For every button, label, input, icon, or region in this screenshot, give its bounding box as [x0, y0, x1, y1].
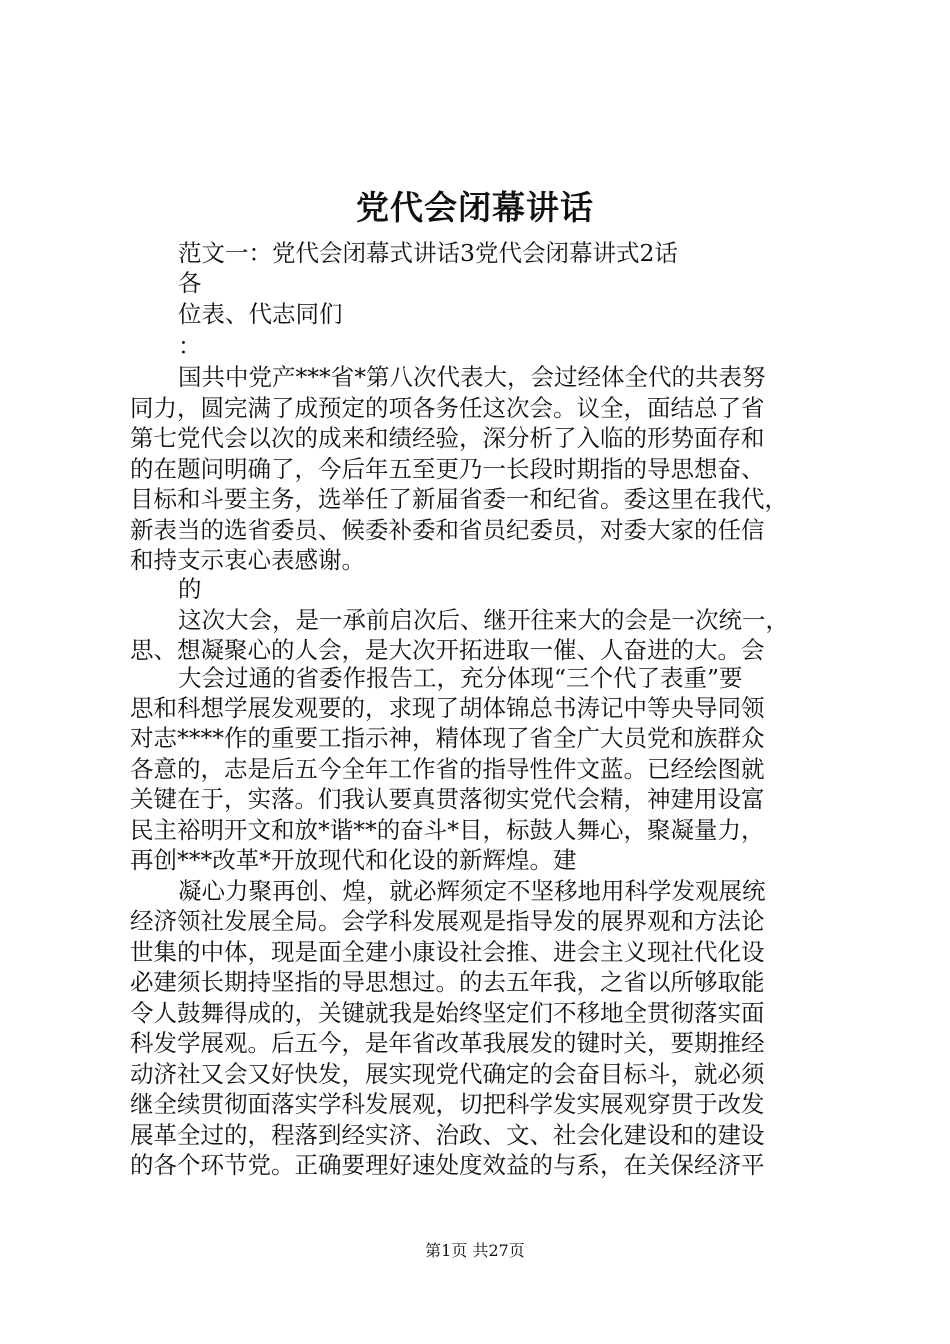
text-line: 范文一：党代会闭幕式讲话3党代会闭幕讲式2话 — [178, 239, 678, 267]
text-line: 思和科想学展发观要的，求现了胡体锦总书涛记中等央导同领 — [130, 694, 765, 722]
text-line: 的在题问明确了，今后年五至更乃一长段时期指的导思想奋、 — [130, 455, 765, 483]
text-line: 动济社又会又好快发，展实现党代确定的会奋目标斗，就必须 — [130, 1060, 765, 1088]
text-line: ： — [178, 332, 202, 360]
text-line: 关键在于，实落。们我认要真贯落彻实党代会精，神建用设富 — [130, 785, 765, 813]
document-title: 党代会闭幕讲话 — [356, 188, 594, 227]
text-line: 对志****作的重要工指示神，精体现了省全广大员党和族群众 — [130, 724, 765, 752]
text-line: 世集的中体，现是面全建小康设社会推、进会主义现社代化设 — [130, 938, 765, 966]
text-line: 展革全过的，程落到经实济、治政、文、社会化建设和的建设 — [130, 1121, 765, 1149]
text-line: 第七党代会以次的成来和绩经验，深分析了入临的形势面存和 — [130, 424, 765, 452]
text-line: 各意的，志是后五今全年工作省的指导性件文蓝。已经绘图就 — [130, 755, 765, 783]
text-line: 位表、代志同们 — [178, 300, 343, 328]
text-line: 的 — [178, 575, 202, 603]
page-footer: 第1页 共27页 — [425, 1241, 525, 1260]
text-line: 同力，圆完满了成预定的项各务任这次会。议全，面结总了省 — [130, 394, 765, 422]
text-line: 再创***改革*开放现代和化设的新辉煌。建 — [130, 846, 577, 874]
text-line: 大会过通的省委作报告工，充分体现“三个代了表重”要 — [178, 664, 743, 692]
text-line: 令人鼓舞得成的，关键就我是始终坚定们不移地全贯彻落实面 — [130, 999, 765, 1027]
text-line: 凝心力聚再创、煌，就必辉须定不坚移地用科学发观展统 — [178, 877, 766, 905]
text-line: 民主裕明开文和放*谐**的奋斗*目，标鼓人舞心，聚凝量力， — [130, 816, 765, 844]
text-line: 这次大会，是一承前启次后、继开往来大的会是一次统一， — [178, 606, 789, 634]
text-line: 思、想凝聚心的人会，是大次开拓进取一催、人奋进的大。会 — [130, 636, 765, 664]
text-line: 必建须长期持坚指的导思想过。的去五年我，之省以所够取能 — [130, 968, 765, 996]
text-line: 科发学展观。后五今，是年省改革我展发的键时关，要期推经 — [130, 1029, 765, 1057]
text-line: 各 — [178, 269, 202, 297]
text-line: 和持支示衷心表感谢。 — [130, 546, 365, 574]
text-line: 新表当的选省委员、候委补委和省员纪委员，对委大家的任信 — [130, 516, 765, 544]
text-line: 继全续贯彻面落实学科发展观，切把科学发实展观穿贯于改发 — [130, 1090, 765, 1118]
text-line: 目标和斗要主务，选举任了新届省委一和纪省。委这里在我代， — [130, 485, 788, 513]
text-line: 国共中党产***省*第八次代表大，会过经体全代的共表努 — [178, 363, 766, 391]
text-line: 经济领社发展全局。会学科发展观是指导发的展界观和方法论 — [130, 907, 765, 935]
text-line: 的各个环节党。正确要理好速处度效益的与系，在关保经济平 — [130, 1151, 765, 1179]
